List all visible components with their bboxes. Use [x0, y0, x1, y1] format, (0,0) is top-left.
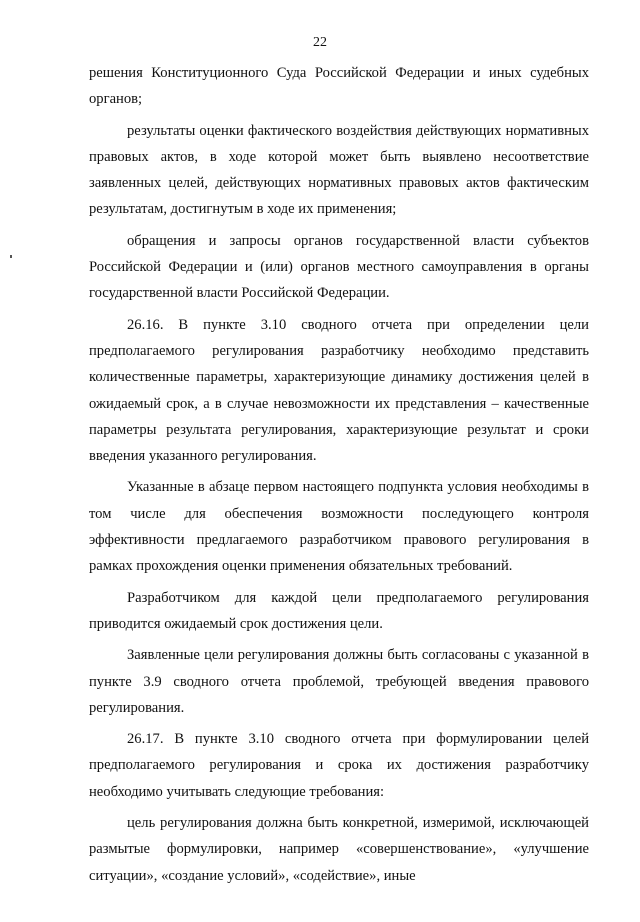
page-number: 22: [313, 35, 327, 50]
paragraph: Разработчиком для каждой цели предполагаемого регулирования приводится ожидаемый срок достижения цели.: [89, 589, 589, 632]
paragraph: Заявленные цели регулирования должны быть согласованы с указанной в пункте 3.9 сводного отчета проблемой, требующей введения правового регулирования.: [89, 647, 589, 716]
scan-artifact: [10, 255, 12, 258]
paragraph: Указанные в абзаце первом настоящего подпункта условия необходимы в том числе для обеспечения возможности последующего контроля эффективности предлагаемого разработчиком правового регулирования в рамках прохождения оценки применения обязательных требований.: [89, 479, 589, 575]
paragraph: решения Конституционного Суда Российской Федерации и иных судебных органов;: [89, 65, 589, 108]
paragraph: обращения и запросы органов государственной власти субъектов Российской Федерации и (или) органов местного самоуправления в органы государственной власти Российской Федерации.: [89, 232, 589, 302]
paragraph: 26.17. В пункте 3.10 сводного отчета при формулировании целей предполагаемого регулирования и срока их достижения разработчику необходимо учитывать следующие требования:: [89, 731, 589, 800]
paragraph: результаты оценки фактического воздействия действующих нормативных правовых актов, в ходе которой может быть выявлено несоответствие заявленных целей, действующих нормативных правовых актов фактическим результатам, достигнутым в ходе их применения;: [89, 122, 589, 218]
paragraph: 26.16. В пункте 3.10 сводного отчета при определении цели предполагаемого регулирования разработчику необходимо представить количественные параметры, характеризующие динамику достижения целей в ожидаемый срок, а в случае невозможности их представления – качественные параметры результата регулирования, характеризующие результат и сроки введения указанного регулирования.: [89, 316, 589, 465]
paragraph: цель регулирования должна быть конкретной, измеримой, исключающей размытые формулировки, например «совершенствование», «улучшение ситуации», «создание условий», «содействие», иные: [89, 815, 589, 884]
document-body: [89, 60, 589, 894]
